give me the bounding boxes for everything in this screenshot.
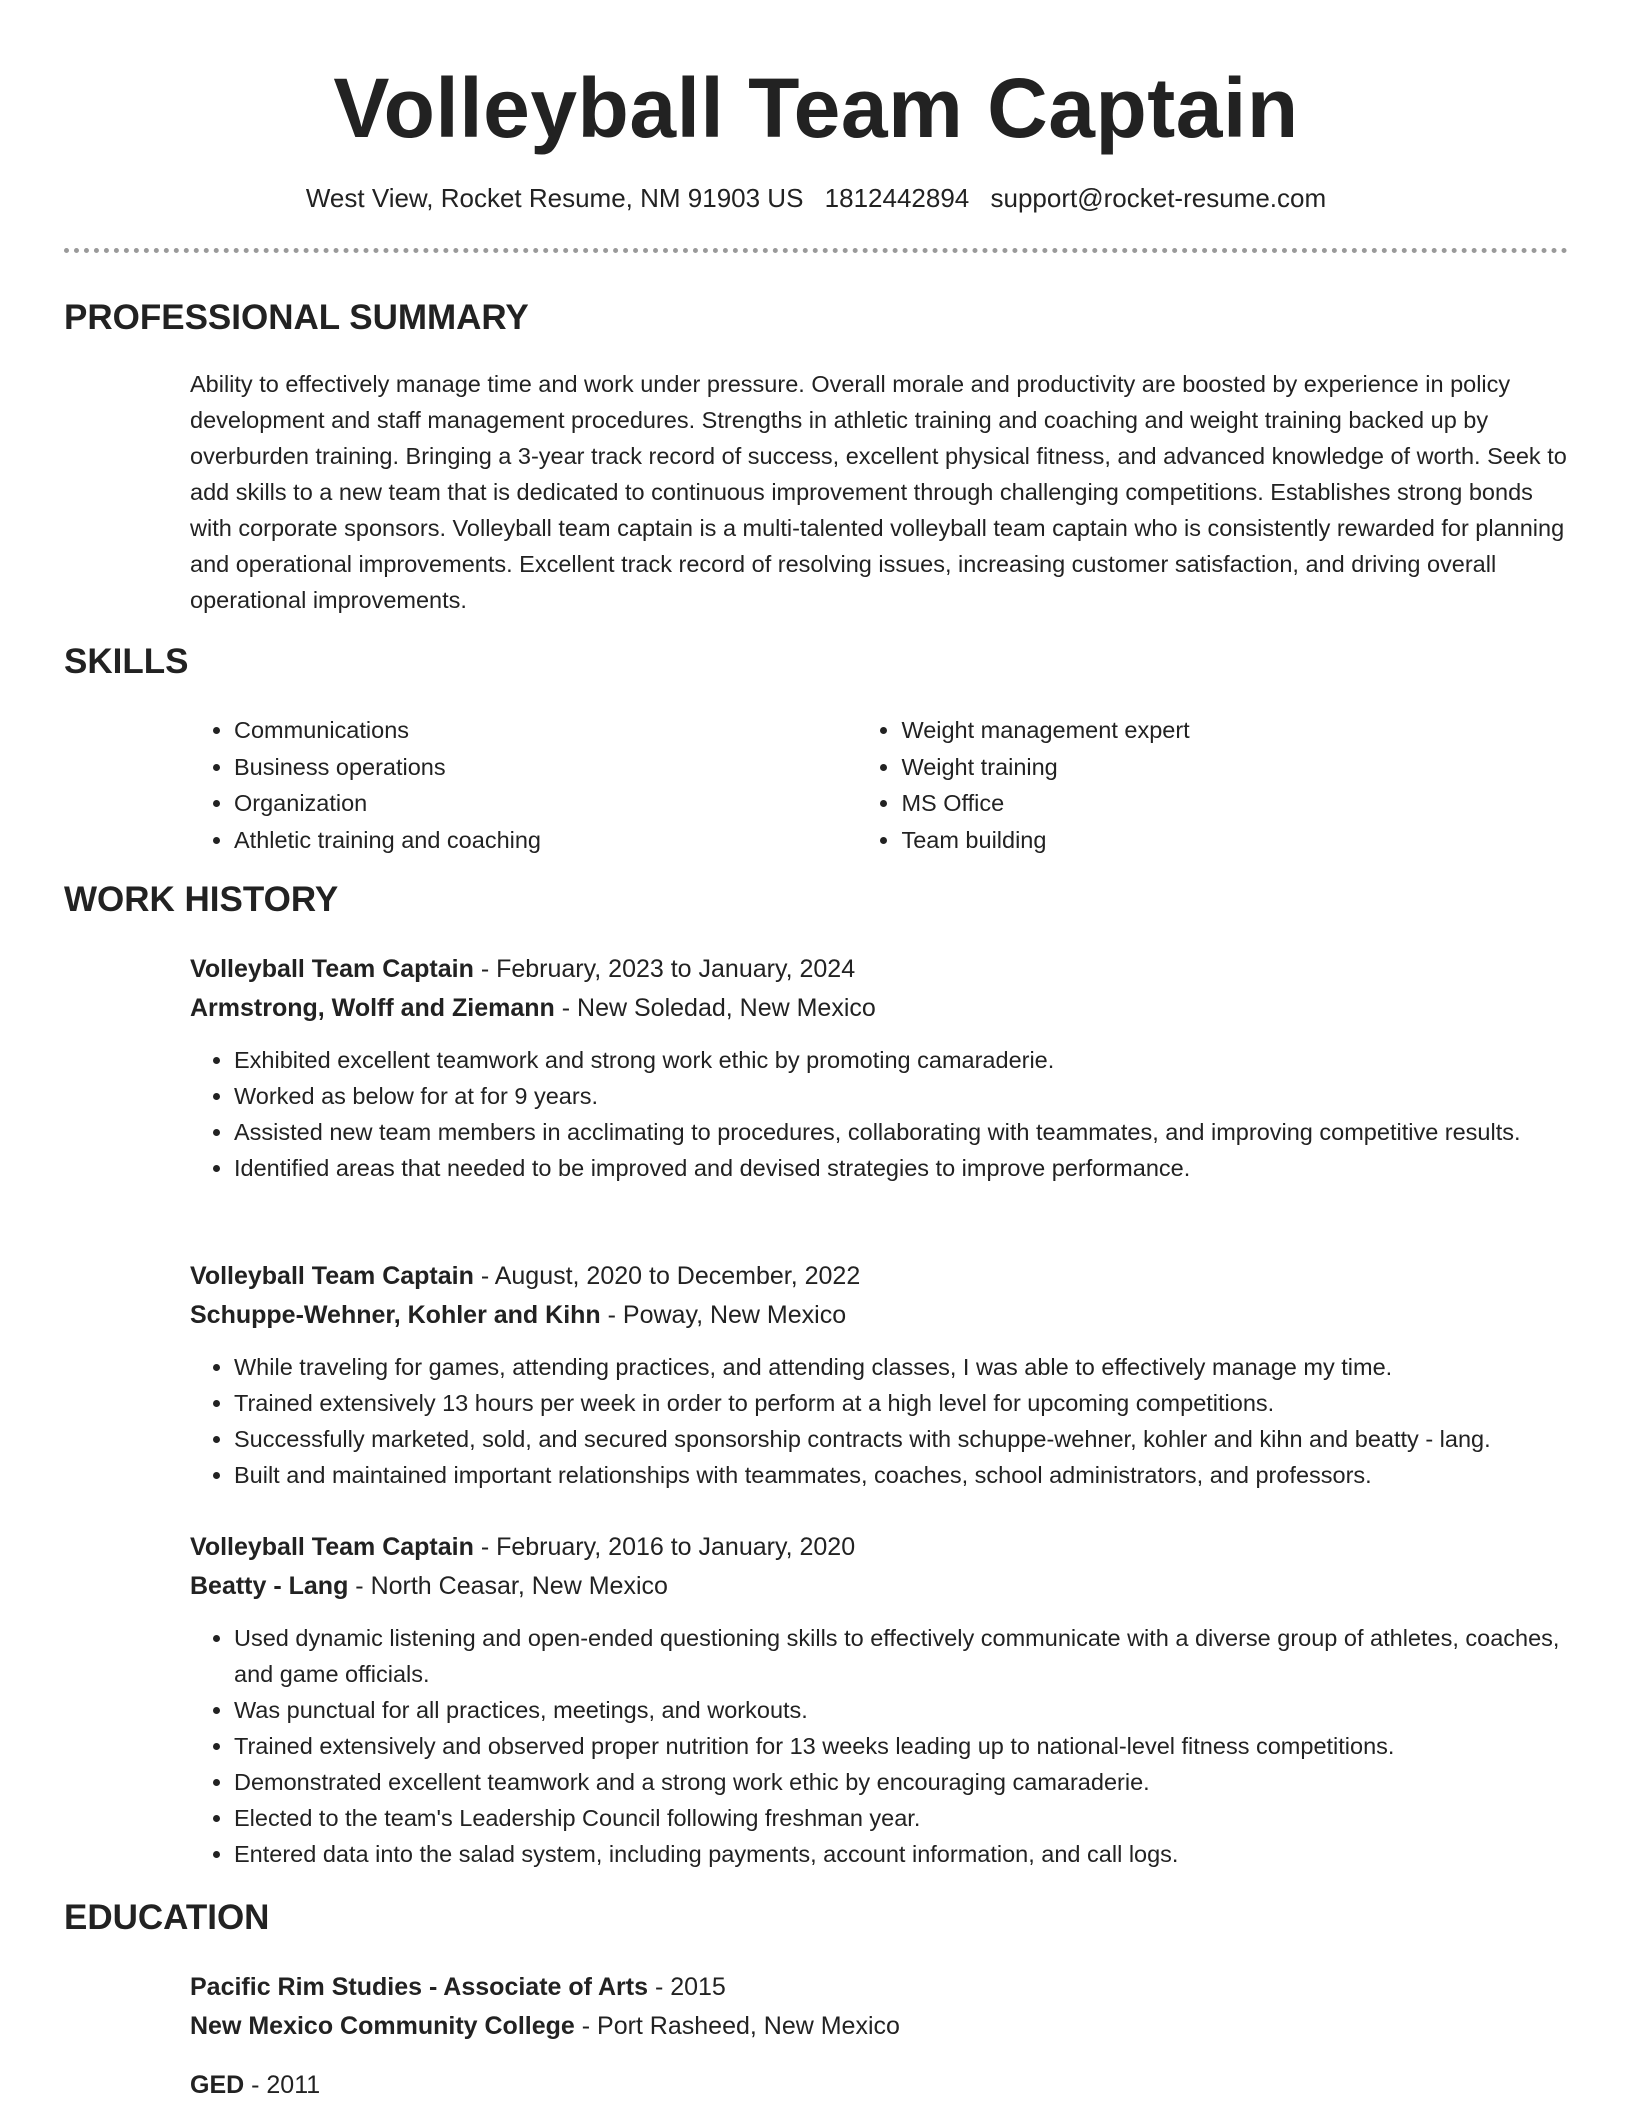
education-degree: Pacific Rim Studies - Associate of Arts — [190, 1973, 648, 2001]
skill-item: • Organization — [234, 785, 857, 822]
education-degree-line — [190, 2066, 1568, 2105]
skill-item: • Weight training — [901, 749, 1568, 786]
job-bullet: • Used dynamic listening and open-ended questioning skills to effectively communicate with a diverse group of athletes, coaches, and game officials. — [234, 1620, 1568, 1692]
job-company: Schuppe-Wehner, Kohler and Kihn — [190, 1301, 601, 1329]
education-year: - 2015 — [648, 1973, 726, 2001]
job-bullet: • Identified areas that needed to be improved and devised strategies to improve performance. — [234, 1150, 1568, 1186]
job-bullet: • Exhibited excellent teamwork and strong work ethic by promoting camaraderie. — [234, 1042, 1568, 1078]
job-location: - Poway, New Mexico — [600, 1301, 847, 1329]
job-title-line — [190, 950, 1568, 989]
job-dates: - February, 2016 to January, 2020 — [473, 1533, 856, 1561]
job-location: - New Soledad, New Mexico — [554, 994, 876, 1022]
job-bullet: • Built and maintained important relationships with teammates, coaches, school administrators, and professors. — [234, 1457, 1568, 1493]
section-title-summary: PROFESSIONAL SUMMARY — [64, 298, 529, 337]
skills-column-2 — [857, 712, 1568, 858]
job-bullet: • Entered data into the salad system, including payments, account information, and call logs. — [234, 1836, 1568, 1872]
job-bullets — [190, 1042, 1568, 1186]
skill-item: • Athletic training and coaching — [234, 822, 857, 859]
education-year: - 2011 — [244, 2071, 321, 2099]
job-bullet: • Trained extensively and observed proper nutrition for 13 weeks leading up to national-level fitness competitions. — [234, 1728, 1568, 1764]
job-company: Armstrong, Wolff and Ziemann — [190, 994, 555, 1022]
job-title: Volleyball Team Captain — [190, 1533, 474, 1561]
job-title-line — [190, 1257, 1568, 1296]
skill-item: • Weight management expert — [901, 712, 1568, 749]
job-dates: - February, 2023 to January, 2024 — [473, 955, 856, 983]
section-title-work: WORK HISTORY — [64, 880, 339, 919]
section-title-skills: SKILLS — [64, 642, 189, 681]
job-bullet: • Assisted new team members in acclimating to procedures, collaborating with teammates, and improving competitive results. — [234, 1114, 1568, 1150]
skill-item: • Team building — [901, 822, 1568, 859]
job-bullet: • Was punctual for all practices, meetings, and workouts. — [234, 1692, 1568, 1728]
skill-item: • MS Office — [901, 785, 1568, 822]
header-divider — [64, 248, 1568, 253]
job-title: Volleyball Team Captain — [190, 955, 474, 983]
job-entry — [190, 1528, 1568, 1872]
job-bullet: • While traveling for games, attending practices, and attending classes, I was able to effectively manage my time. — [234, 1349, 1568, 1385]
job-bullets — [190, 1620, 1568, 1872]
resume-name: Volleyball Team Captain — [333, 61, 1299, 155]
education-school: New Mexico Community College — [190, 2012, 575, 2040]
job-entry — [190, 950, 1568, 1186]
contact-line — [0, 180, 1632, 216]
education-school-line — [190, 2007, 1568, 2046]
job-company: Beatty - Lang — [190, 1572, 349, 1600]
job-company-line — [190, 1296, 1568, 1335]
job-entry — [190, 1257, 1568, 1493]
job-title-line — [190, 1528, 1568, 1567]
job-location: - North Ceasar, New Mexico — [348, 1572, 668, 1600]
summary-text: Ability to effectively manage time and work under pressure. Overall morale and productivity are boosted by experience in policy development and staff management procedures. Strengths in athletic training and coaching and weight training backed up by overburden training. Bringing a 3-year track record of success, excellent physical fitness, and advanced knowledge of worth. Seek to add skills to a new team that is dedicated to continuous improvement through challenging competitions. Establishes strong bonds with corporate sponsors. Volleyball team captain is a multi-talented volleyball team captain who is consistently rewarded for planning and operational improvements. Excellent track record of resolving issues, increasing customer satisfaction, and driving overall operational improvements. — [190, 371, 1567, 613]
education-entry — [190, 1968, 1568, 2046]
job-company-line — [190, 989, 1568, 1028]
section-title-education: EDUCATION — [64, 1898, 270, 1937]
job-bullet: • Worked as below for at for 9 years. — [234, 1078, 1568, 1114]
education-degree-line — [190, 1968, 1568, 2007]
education-entry — [190, 2066, 1568, 2105]
job-company-line — [190, 1567, 1568, 1606]
job-bullet: • Elected to the team's Leadership Council following freshman year. — [234, 1800, 1568, 1836]
job-title: Volleyball Team Captain — [190, 1262, 474, 1290]
contact-phone: 1812442894 — [824, 183, 970, 213]
skills-column-1 — [190, 712, 857, 858]
education-degree: GED — [190, 2071, 245, 2099]
job-dates: - August, 2020 to December, 2022 — [473, 1262, 861, 1290]
skills-list — [190, 712, 1568, 858]
job-bullet: • Successfully marketed, sold, and secured sponsorship contracts with schuppe-wehner, kohler and kihn and beatty - lang. — [234, 1421, 1568, 1457]
skill-item: • Business operations — [234, 749, 857, 786]
job-bullet: • Demonstrated excellent teamwork and a strong work ethic by encouraging camaraderie. — [234, 1764, 1568, 1800]
job-bullet: • Trained extensively 13 hours per week in order to perform at a high level for upcoming competitions. — [234, 1385, 1568, 1421]
skill-item: • Communications — [234, 712, 857, 749]
job-bullets — [190, 1349, 1568, 1493]
contact-email: support@rocket-resume.com — [990, 183, 1327, 213]
contact-address: West View, Rocket Resume, NM 91903 US — [305, 183, 804, 213]
education-location: - Port Rasheed, New Mexico — [574, 2012, 900, 2040]
